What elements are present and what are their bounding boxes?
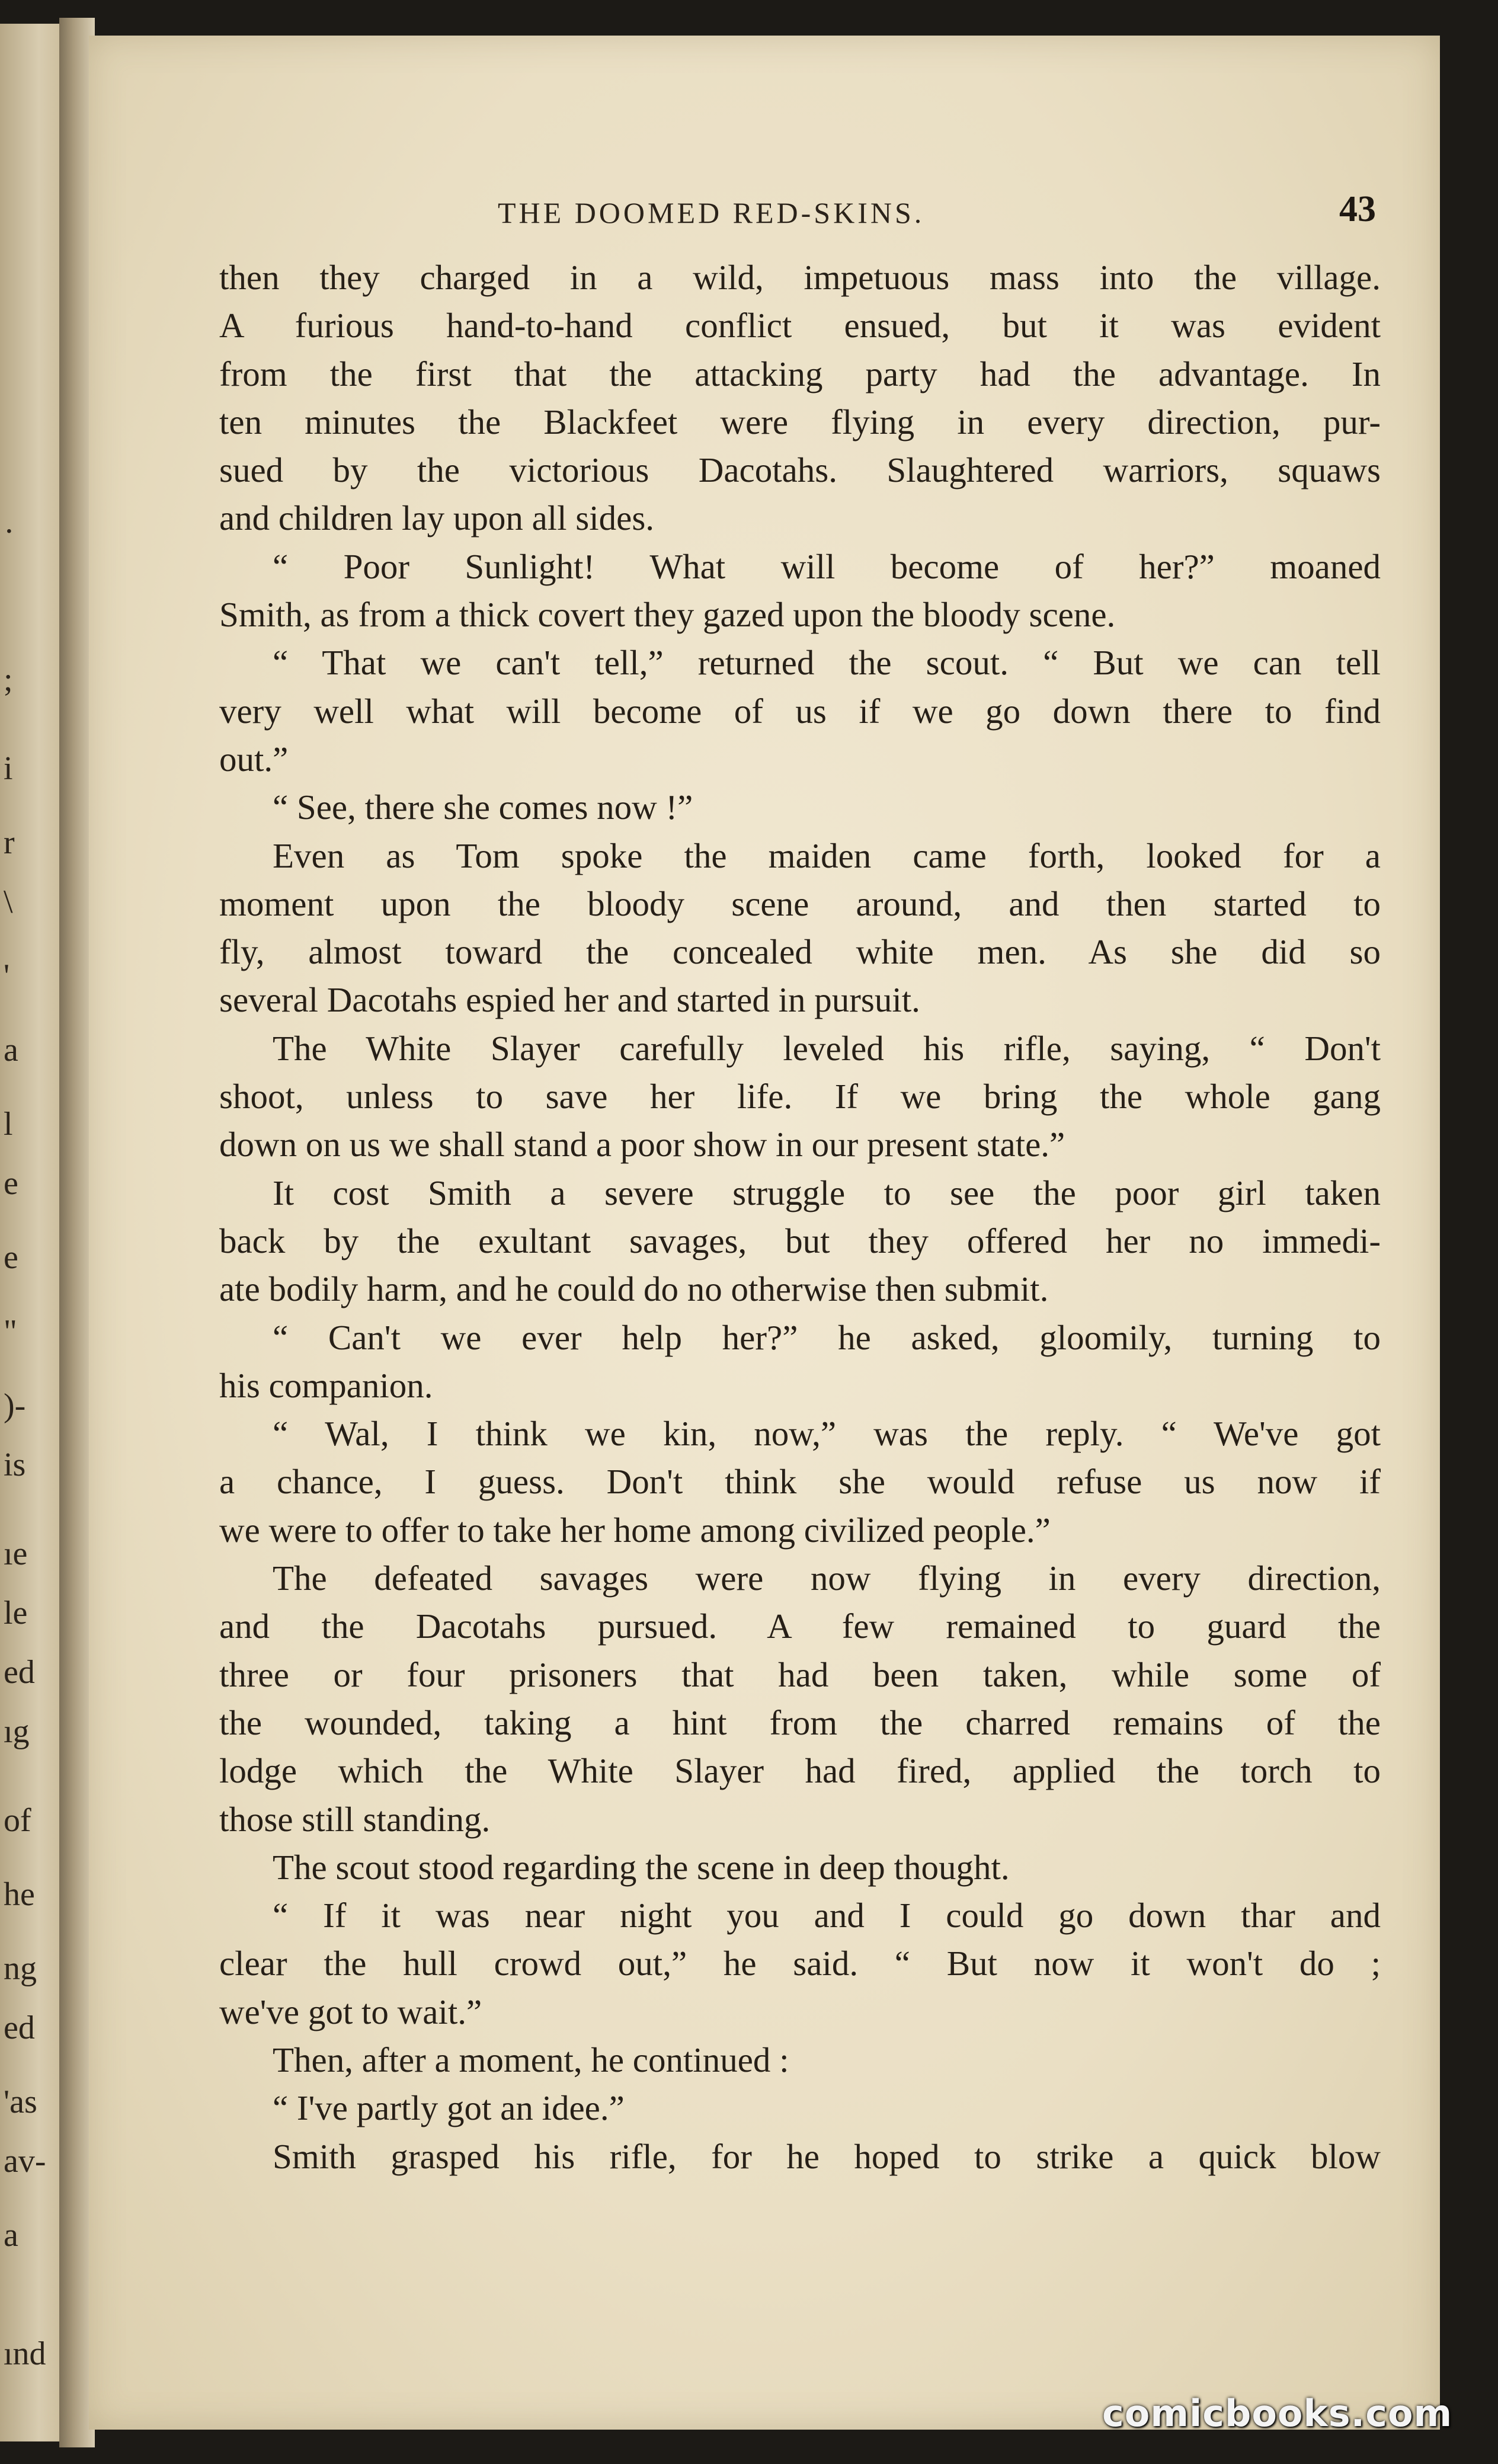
adjacent-page-fragment: ed — [4, 1654, 35, 1691]
text-line: several Dacotahs espied her and started in pursuit. — [219, 980, 920, 1020]
text-line: those still standing. — [219, 1799, 491, 1839]
text-line: moment upon the bloody scene around, and then started to — [219, 884, 1381, 923]
text-line: fly, almost toward the concealed white men. As she did so — [219, 932, 1381, 972]
adjacent-page-fragment: · — [4, 513, 15, 550]
text-line: shoot, unless to save her life. If we bring the whole gang — [219, 1077, 1381, 1116]
adjacent-page-fragment: le — [4, 1595, 28, 1631]
text-line: “ Poor Sunlight! What will become of her?” moaned — [273, 546, 1381, 586]
text-line: very well what will become of us if we go down there to find — [219, 691, 1381, 731]
adjacent-page-fragment: ng — [4, 1950, 37, 1987]
text-line: three or four prisoners that had been taken, while some of — [219, 1655, 1381, 1694]
adjacent-page-fragment: \ — [4, 884, 13, 920]
text-line: from the first that the attacking party had the advantage. In — [219, 354, 1381, 393]
adjacent-page-fragment: i — [4, 750, 13, 787]
adjacent-page-fragment: ed — [4, 2009, 35, 2046]
text-line: clear the hull crowd out,” he said. “ But now it won't do ; — [219, 1944, 1381, 1983]
text-line: we were to offer to take her home among civilized people.” — [219, 1510, 1051, 1550]
adjacent-page-fragment: l — [4, 1106, 13, 1143]
adjacent-page-fragment: e — [4, 1165, 18, 1202]
text-line: “ Can't we ever help her?” he asked, gloomily, turning to — [273, 1317, 1381, 1357]
text-line: It cost Smith a severe struggle to see the poor girl taken — [273, 1173, 1381, 1212]
book-page — [89, 36, 1440, 2430]
adjacent-page-fragment: )- — [4, 1387, 26, 1424]
adjacent-page-fragment: r — [4, 824, 15, 861]
adjacent-page-fragment: e — [4, 1239, 18, 1276]
text-line: “ I've partly got an idee.” — [273, 2088, 625, 2128]
text-line: A furious hand-to-hand conflict ensued, but it was evident — [219, 306, 1381, 345]
text-line: his companion. — [219, 1365, 433, 1405]
text-line: a chance, I guess. Don't think she would refuse us now if — [219, 1462, 1381, 1502]
text-line: and the Dacotahs pursued. A few remained to guard the — [219, 1607, 1381, 1646]
text-line: The scout stood regarding the scene in deep thought. — [273, 1847, 1010, 1887]
adjacent-page-fragment: ; — [4, 661, 13, 698]
adjacent-page-fragment: 'as — [4, 2084, 37, 2120]
text-line: The White Slayer carefully leveled his rifle, saying, “ Don't — [273, 1028, 1381, 1068]
watermark: comicbooks.com — [1102, 2392, 1453, 2435]
text-line: ate bodily harm, and he could do no otherwise then submit. — [219, 1269, 1049, 1309]
body-text — [219, 254, 1381, 2181]
adjacent-page-fragment: a — [4, 2217, 18, 2254]
text-line: down on us we shall stand a poor show in our present state.” — [219, 1125, 1065, 1164]
adjacent-page-fragment: ıg — [4, 1713, 30, 1750]
text-line: ten minutes the Blackfeet were flying in every direction, pur- — [219, 402, 1381, 441]
adjacent-page-fragment: he — [4, 1876, 35, 1913]
adjacent-page-fragment: av- — [4, 2143, 46, 2180]
running-head: THE DOOMED RED-SKINS. — [498, 196, 925, 229]
text-line: “ That we can't tell,” returned the scout. “ But we can tell — [273, 643, 1381, 683]
text-line: the wounded, taking a hint from the charred remains of the — [219, 1703, 1381, 1742]
text-line: back by the exultant savages, but they offered her no immedi- — [219, 1221, 1381, 1260]
text-line: Then, after a moment, he continued : — [273, 2040, 789, 2079]
text-line: The defeated savages were now flying in every direction, — [273, 1559, 1381, 1598]
adjacent-page-fragment: a — [4, 1032, 18, 1068]
text-line: sued by the victorious Dacotahs. Slaughtered warriors, squaws — [219, 450, 1381, 490]
adjacent-page-fragment: ıe — [4, 1535, 28, 1572]
adjacent-page-fragment: of — [4, 1802, 31, 1839]
text-line: Even as Tom spoke the maiden came forth, looked for a — [273, 836, 1381, 875]
adjacent-page-fragment: ınd — [4, 2335, 46, 2372]
text-line: we've got to wait.” — [219, 1992, 482, 2031]
text-line: out.” — [219, 739, 289, 779]
page-number: 43 — [1339, 189, 1376, 229]
adjacent-page-fragment: ' — [4, 958, 10, 994]
text-line: Smith grasped his rifle, for he hoped to strike a quick blow — [273, 2136, 1381, 2176]
text-line: then they charged in a wild, impetuous mass into the village. — [219, 258, 1381, 297]
text-line: lodge which the White Slayer had fired, applied the torch to — [219, 1751, 1381, 1791]
text-line: “ See, there she comes now !” — [273, 788, 693, 827]
adjacent-page-fragment: " — [4, 1313, 17, 1350]
text-line: and children lay upon all sides. — [219, 498, 655, 538]
text-line: Smith, as from a thick covert they gazed upon the bloody scene. — [219, 595, 1116, 635]
text-line: “ Wal, I think we kin, now,” was the reply. “ We've got — [273, 1414, 1381, 1454]
text-line: “ If it was near night you and I could go down thar and — [273, 1896, 1381, 1935]
adjacent-page-fragment: is — [4, 1447, 26, 1483]
